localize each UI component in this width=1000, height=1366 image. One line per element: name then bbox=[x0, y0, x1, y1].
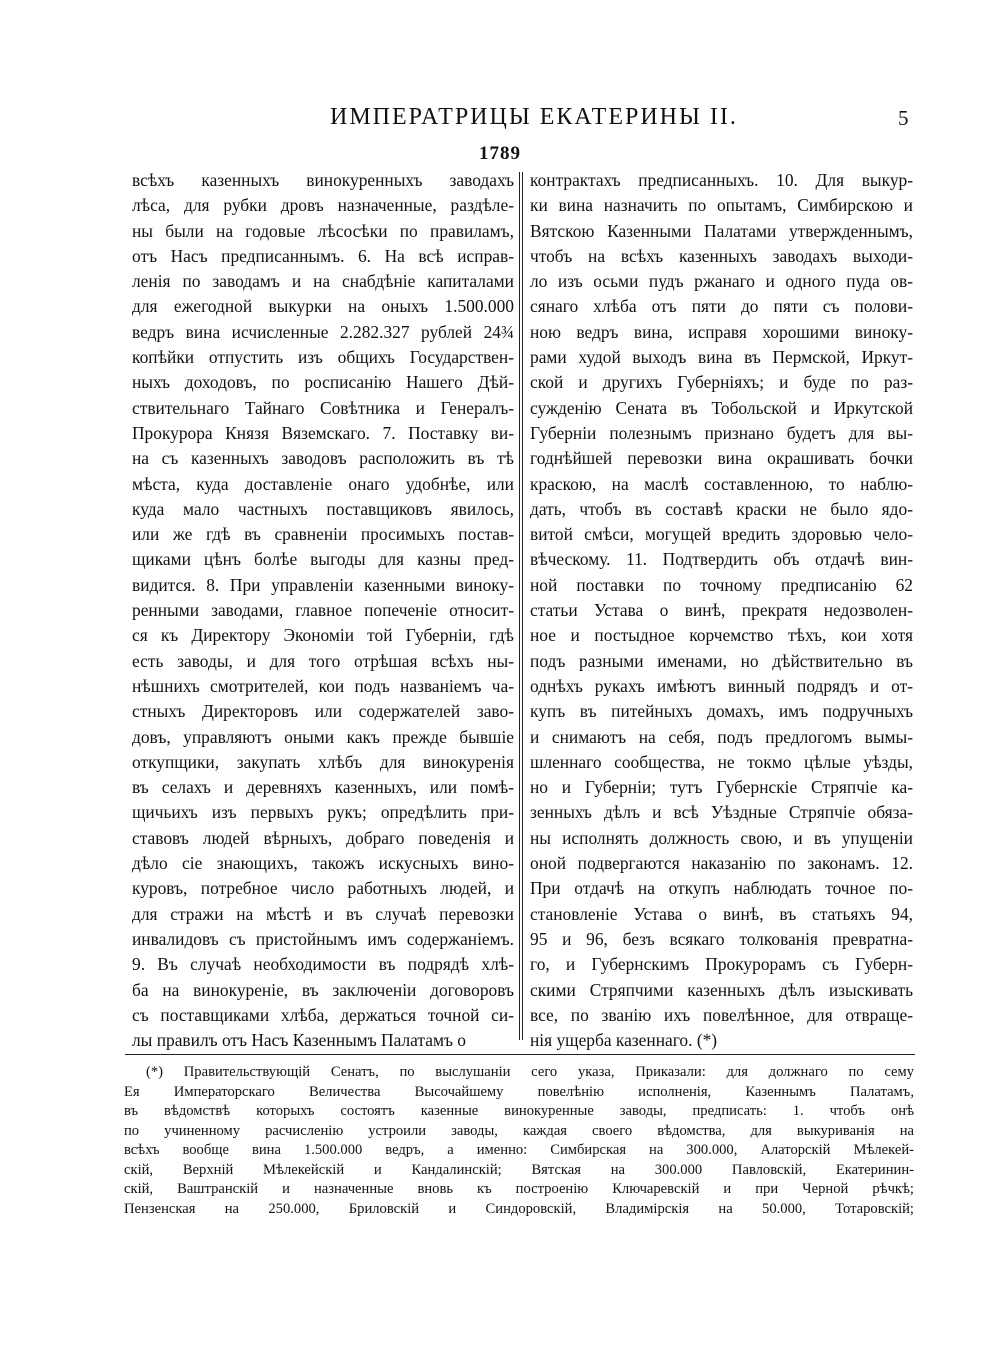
year-heading: 1789 bbox=[479, 143, 521, 164]
footnote-line: скій, Ваштранскій и назначенные вновь къ построенію Ключаревскій и при Черной рѣчкѣ; bbox=[124, 1181, 914, 1197]
running-title: ИМПЕРАТРИЦЫ ЕКАТЕРИНЫ II. bbox=[330, 104, 738, 130]
footnote-line: въ вѣдомствѣ которыхъ состоятъ казенные винокуренные заводы, предписать: 1. чтобъ онѣ bbox=[124, 1103, 914, 1119]
left-column bbox=[132, 168, 514, 1051]
right-column-line: дать, чтобъ въ составѣ краски не было ядо- bbox=[530, 498, 913, 519]
footnote-line: всѣхъ вообще вина 1.500.000 ведръ, а именно: Симбирская на 300.000, Алаторскій Мѣлекей- bbox=[124, 1142, 914, 1158]
right-column-line: витой смѣси, могущей вредить здоровью чело- bbox=[530, 524, 913, 545]
right-column-line: становленіе Устава о винѣ, въ статьяхъ 94, bbox=[530, 903, 913, 924]
left-column-line: щичьихъ изъ первыхъ рукъ; опредѣлить при- bbox=[132, 802, 514, 823]
left-column-line: дѣло сіе знающихъ, такожъ искусныхъ вино- bbox=[132, 853, 514, 874]
right-column-line: подъ разными именами, но дѣйствительно въ bbox=[530, 650, 913, 671]
right-column-line: вѣческому. 11. Подтвердить объ отдачѣ вин- bbox=[530, 549, 913, 570]
left-column-line: ба на винокуреніе, въ заключеніи договоровъ bbox=[132, 979, 514, 1000]
right-column-line: Губерніи полезнымъ признано будетъ для вы- bbox=[530, 422, 913, 443]
left-column-line: стныхъ Директоровъ или содержателей заво- bbox=[132, 701, 514, 722]
left-column-line: лѣса, для рубки дровъ назначенные, раздѣле- bbox=[132, 195, 514, 216]
left-column-line: всѣхъ казенныхъ винокуренныхъ заводахъ bbox=[132, 170, 514, 190]
footnote bbox=[124, 1063, 914, 1219]
right-column-line: зенныхъ дѣлъ и всѣ Уѣздные Стряпчіе обяза- bbox=[530, 802, 913, 823]
right-column-line: ки вина назначить по опытамъ, Симбирскою и bbox=[530, 195, 913, 216]
right-column-line: чтобъ на всѣхъ казенныхъ заводахъ выходи- bbox=[530, 245, 913, 266]
footnote-line: Ея Императорскаго Величества Высочайшему повелѣнію исполненія, Казеннымъ Палатамъ, bbox=[124, 1083, 914, 1100]
left-column-line: 9. Въ случаѣ необходимости въ подрядѣ хлѣ- bbox=[132, 954, 514, 975]
left-column-line: куровъ, потребное число работныхъ людей, и bbox=[132, 878, 514, 899]
right-column-line: При отдачѣ на откупъ наблюдать точное по- bbox=[530, 878, 913, 899]
right-column-line: контрактахъ предписанныхъ. 10. Для выкур- bbox=[530, 170, 913, 190]
right-column-line: скими Стряпчими казенныхъ дѣлъ изыскивать bbox=[530, 979, 913, 1000]
left-column-line: есть заводы, и для того отрѣшая всѣхъ ны- bbox=[132, 650, 514, 671]
footnote-line: Пензенская на 250.000, Бриловскій и Синдоровскій, Владимірскія на 50.000, Тотаровскій; bbox=[124, 1200, 914, 1217]
right-column-line: краскою, на маслѣ составленною, то наблю- bbox=[530, 473, 913, 494]
right-column-line: и снимаютъ на себя, подъ предлогомъ вымы- bbox=[530, 726, 913, 747]
footnote-line: скій, Верхній Мѣлекейскій и Кандалинскій; Вятская на 300.000 Павловскій, Екатеринин- bbox=[124, 1161, 914, 1178]
right-column-line: ной поставки по точному предписанію 62 bbox=[530, 574, 913, 595]
right-column-line: сянаго хлѣба отъ пяти до пяти съ полови- bbox=[530, 296, 913, 317]
right-column-line: годнѣйшей перевозки вина окрашивать бочки bbox=[530, 448, 913, 469]
running-head bbox=[0, 104, 1000, 134]
footnote-line: (*) Правительствующій Сенатъ, по выслушаніи сего указа, Приказали: для должнаго по сему bbox=[146, 1064, 914, 1080]
page-number: 5 bbox=[898, 106, 909, 130]
right-column-line: сужденію Сената въ Тобольской и Иркутской bbox=[530, 397, 913, 418]
left-column-line: лы правилъ отъ Насъ Казеннымъ Палатамъ о bbox=[132, 1030, 466, 1051]
left-column-line: на съ казенныхъ заводовъ расположить въ тѣ bbox=[132, 448, 514, 469]
left-column-line: ставовъ людей вѣрныхъ, добраго поведенія и bbox=[132, 827, 514, 848]
right-column-line: оной подвергаются наказанію по законамъ. 12. bbox=[530, 853, 913, 874]
left-column-line: для ежегодной выкурки на оныхъ 1.500.000 bbox=[132, 296, 514, 317]
right-column-line: ное и постыдное корчемство тѣхъ, кои хотя bbox=[530, 625, 913, 646]
left-column-line: или же гдѣ въ сравненіи просимыхъ постав- bbox=[132, 524, 514, 545]
left-column-line: нѣшнихъ смотрителей, кои подъ названіемъ ча- bbox=[132, 675, 514, 696]
left-column-line: ны были на годовые лѣсосѣки по правиламъ, bbox=[132, 220, 514, 241]
right-column-line: статьи Устава о винѣ, прекратя недозволен- bbox=[530, 600, 913, 621]
left-column-line: ствительнаго Тайнаго Совѣтника и Генералъ- bbox=[132, 397, 514, 418]
right-column-line: но и Губерніи; тутъ Губернскіе Стряпчіе ка- bbox=[530, 777, 913, 798]
right-column-line: купъ въ питейныхъ домахъ, имъ подручныхъ bbox=[530, 701, 913, 722]
footnote-rule bbox=[125, 1054, 915, 1055]
right-column-line: 95 и 96, безъ всякаго толкованія превратна- bbox=[530, 928, 913, 949]
left-column-line: инвалидовъ съ пристойнымъ имъ содержаніемъ. bbox=[132, 928, 514, 949]
left-column-line: мѣста, куда доставленіе онаго удобнѣе, или bbox=[132, 473, 514, 494]
left-column-line: куда мало частныхъ поставщиковъ явилось, bbox=[132, 498, 514, 519]
right-column-line: ною ведръ вина, исправя хорошими виноку- bbox=[530, 321, 913, 342]
right-column-line: ской и другихъ Губерніяхъ; и буде по раз- bbox=[530, 372, 913, 393]
left-column-line: видится. 8. При управленіи казенными виноку- bbox=[132, 574, 514, 595]
left-column-line: ся къ Директору Экономіи той Губерніи, гдѣ bbox=[132, 625, 514, 646]
right-column-line: нія ущерба казеннаго. (*) bbox=[530, 1030, 718, 1051]
left-column-line: откупщики, закупать хлѣбъ для винокуренія bbox=[132, 751, 514, 772]
left-column-line: для стражи на мѣстѣ и въ случаѣ перевозки bbox=[132, 903, 514, 924]
right-column-line: Вятскою Казенными Палатами утвержденнымъ, bbox=[530, 220, 913, 241]
left-column-line: щиками цѣнъ болѣе выгоды для казны пред- bbox=[132, 549, 514, 570]
left-column-line: ныхъ доходовъ, по росписанію Нашего Дѣй- bbox=[132, 372, 514, 393]
right-column bbox=[530, 168, 913, 1051]
right-column-line: го, и Губернскимъ Прокурорамъ съ Губерн- bbox=[530, 954, 913, 975]
left-column-line: ведръ вина исчисленные 2.282.327 рублей 24¾ bbox=[132, 321, 514, 342]
left-column-line: ленія по заводамъ и на снабдѣніе капиталами bbox=[132, 271, 514, 292]
right-column-line: рами худой выходъ вина въ Пермской, Иркут- bbox=[530, 347, 913, 368]
column-divider bbox=[519, 172, 523, 1040]
right-column-line: ны исполнять должность свою, и въ упущеніи bbox=[530, 827, 913, 848]
right-column-line: ло изъ осьми пудъ ржанаго и одного пуда ов- bbox=[530, 271, 913, 292]
left-column-line: въ селахъ и деревняхъ казенныхъ, или помѣ- bbox=[132, 777, 514, 798]
left-column-line: копѣйки отпустить изъ общихъ Государствен- bbox=[132, 347, 514, 368]
left-column-line: довъ, управляютъ оными какъ прежде бывшіе bbox=[132, 726, 514, 747]
right-column-line: все, по званію ихъ повелѣнное, для отвраще- bbox=[530, 1004, 913, 1025]
left-column-line: съ поставщиками хлѣба, держаться точной си- bbox=[132, 1004, 514, 1025]
left-column-line: отъ Насъ предписаннымъ. 6. На всѣ исправ- bbox=[132, 245, 514, 266]
right-column-line: однѣхъ рукахъ имѣютъ винный подрядъ и от- bbox=[530, 675, 913, 696]
right-column-line: шленнаго сообщества, не токмо цѣлые уѣзды, bbox=[530, 751, 913, 772]
left-column-line: Прокурора Князя Вяземскаго. 7. Поставку ви- bbox=[132, 422, 514, 443]
footnote-line: по учиненному расчисленію устроили заводы, каждая своего вѣдомства, для выкуриванія на bbox=[124, 1122, 914, 1139]
left-column-line: ренными заводами, главное попеченіе относит- bbox=[132, 600, 514, 621]
